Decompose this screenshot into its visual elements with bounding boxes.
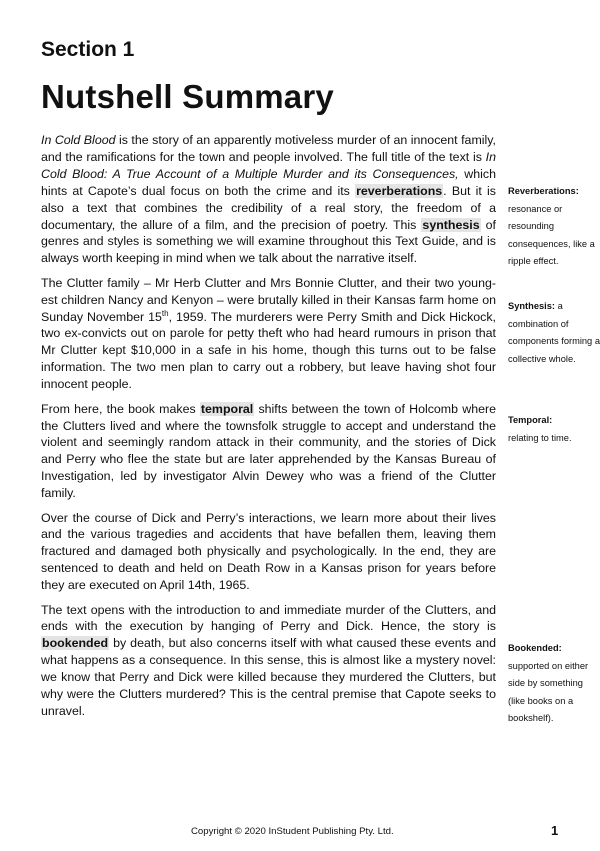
page-title: Nutshell Summary [41,78,334,115]
paragraph-clutter-family: The Clutter family – Mr Herb Clutter and Mrs Bonnie Clutter, and their two youngest children Nancy and Kenyon – were brutally killed in their Kansas farm home on Sunday November 15th, 1959. The murderers were Perry Smith and Dick Hickock, two ex-convicts out on parole for petty theft who had heard rumours in prison that Mr Clutter kept $10,000 in a safe in his home, though this turns out to be false information. The two men plan to carry out a robbery, but leave having shot four innocent people. [41,275,496,392]
glossary-term-bookended: bookended [42,636,109,651]
glossary-note-temporal [508,412,600,447]
glossary-note-synthesis [508,298,600,368]
glossary-note-reverberations [508,183,600,271]
paragraph-bookended: The text opens with the introduction to and immediate murder of the Clutters, and ends with the execution by hanging of Perry and Dick. Hence, the story is bookended by death, but also concerns itself with what caused these events and what happens as a consequence. In this sense, this is almost like a mystery novel: we know that Perry and Dick were killed because they murdered the Clutters, but why were the Clutters murdered? This is the central premise that Capote seeks to unravel. [41,602,496,718]
glossary-note-definition: supported on either side by something (like books on a bookshelf). [508,660,589,723]
book-title: In Cold Blood [41,133,116,147]
glossary-note-bookended [508,640,600,728]
section-label: Section 1 [41,38,135,61]
glossary-term-synthesis: synthesis [422,217,480,232]
body-text [41,132,496,727]
paragraph-intro: In Cold Blood is the story of an apparently motiveless murder of an innocent family, and the ramifications for the town and people involved. The full title of the text is In Cold Blood: A True Account of a Multiple Murder and its Consequences, which hints at Capote’s dual focus on both the crime and its reverberations. But it is also a text that combines the credibility of a real story, the freedom of a documentary, the allure of a film, and the precision of poetry. This synthesis of genres and styles is something we will examine throughout this Text Guide, and is always worth keeping in mind when we talk about the narrative itself. [41,133,497,266]
full-book-title: In Cold Blood: A True Account of a Multiple Murder and its Consequences, [41,149,496,181]
glossary-note-definition: a combination of components forming a collective whole. [508,301,600,364]
glossary-note-term: Bookended: [508,643,562,653]
footer-copyright: Copyright © 2020 InStudent Publishing Pty. Ltd. [191,826,394,837]
glossary-note-definition: relating to time. [508,432,572,443]
glossary-note-term: Reverberations: [508,186,579,196]
glossary-note-definition: resonance or resounding consequences, like a ripple effect. [508,203,595,266]
glossary-term-reverberations: reverberations [356,183,443,198]
page-number: 1 [551,823,559,838]
paragraph-interactions: Over the course of Dick and Perry’s interactions, we learn more about their lives and the various tragedies and accidents that have befallen them, leaving them fractured and damaged both physically and psychologically. In the end, they are sentenced to death and held on Death Row in a Kansas prison for years before they are executed on April 14th, 1965. [41,510,496,593]
glossary-term-temporal: temporal [200,401,254,416]
paragraph-temporal-shifts: From here, the book makes temporal shifts between the town of Holcomb where the Clutters lived and where the townsfolk struggle to accept and understand the violent and seemingly random attack in their community, and the stories of Dick and Perry who flee the state but are later apprehended by the Kansas Bureau of Investigation, led by investigator Alvin Dewey who was a friend of the Clutter family. [41,401,496,501]
glossary-note-term: Synthesis: [508,301,556,311]
glossary-note-term: Temporal: [508,415,553,425]
